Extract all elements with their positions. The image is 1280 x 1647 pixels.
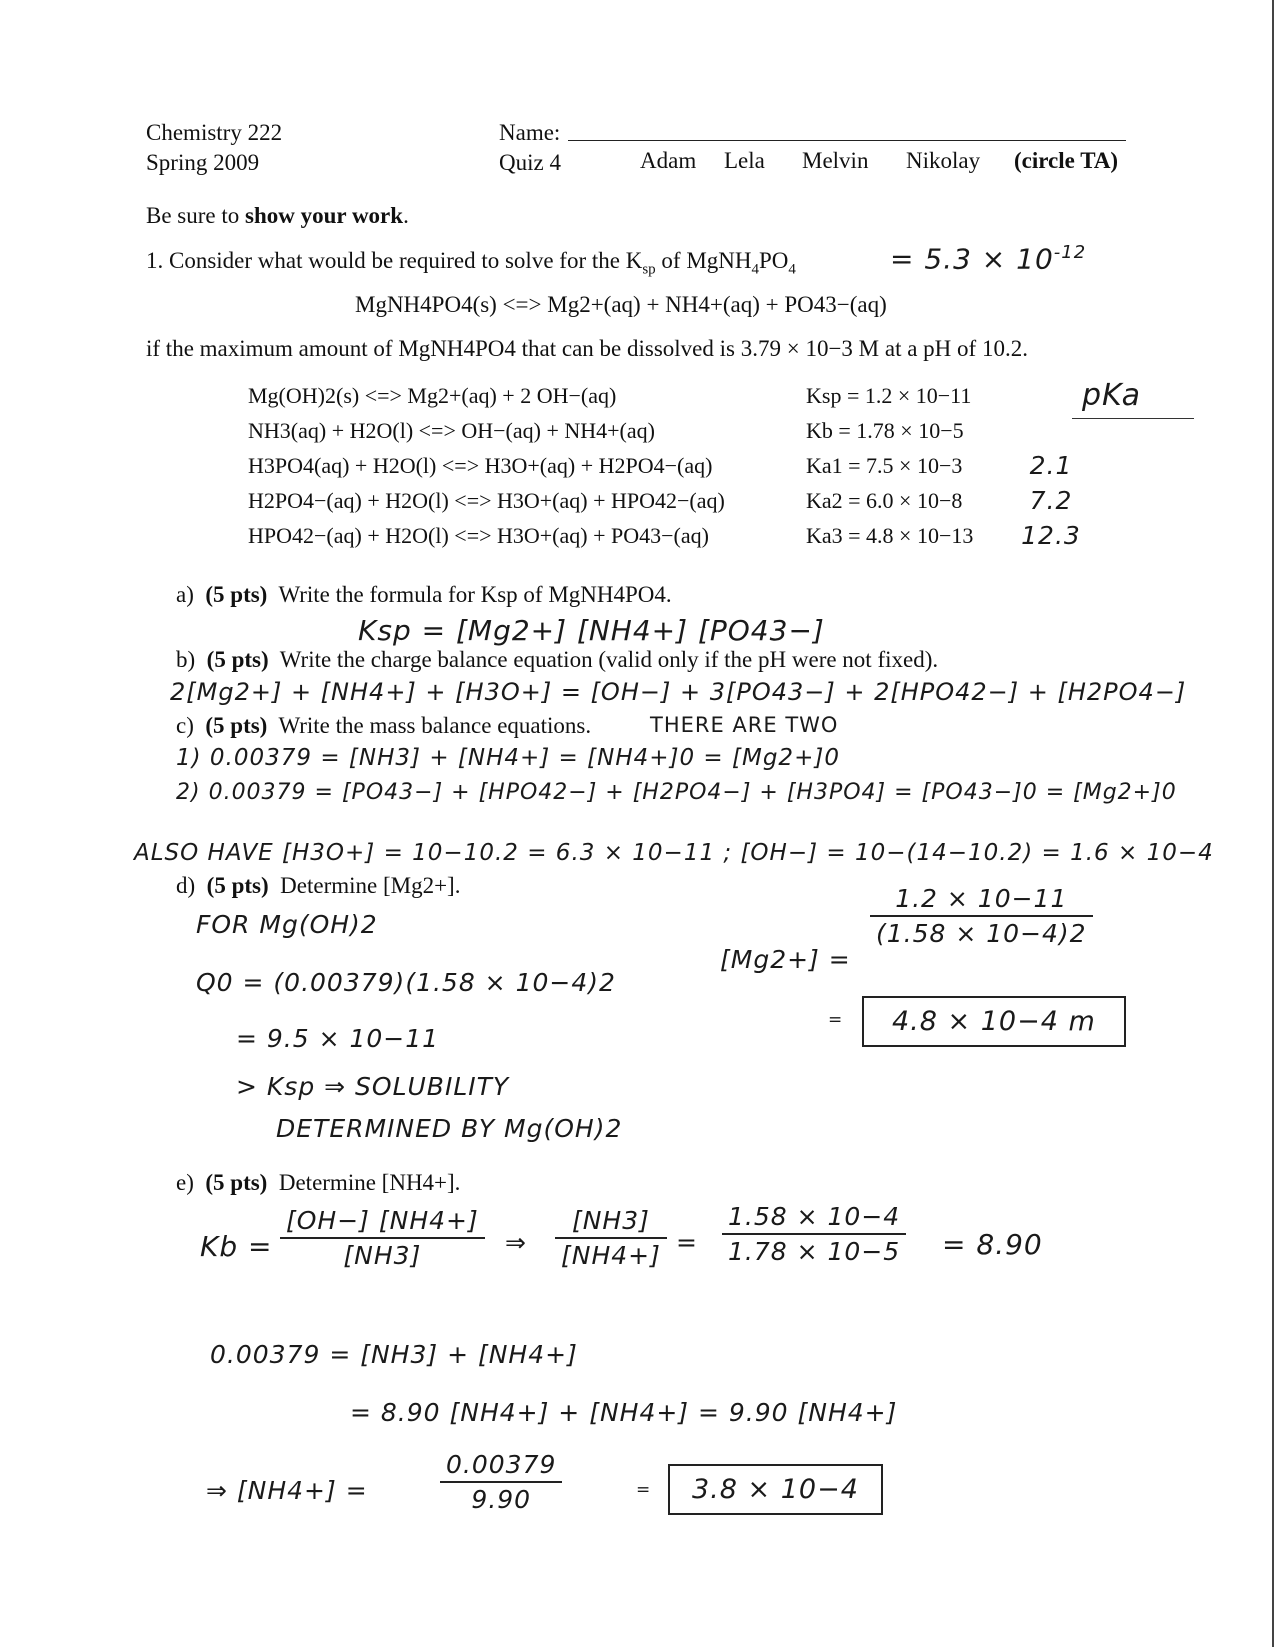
ta-option-lela: Lela	[724, 148, 765, 173]
equilibrium-reaction: HPO42−(aq) + H2O(l) <=> H3O+(aq) + PO43−(aq)	[248, 522, 709, 548]
also-have-line: ALSO HAVE [H3O+] = 10−10.2 = 6.3 × 10−11 ; [OH−] = 10−(14−10.2) = 1.6 × 10−4	[134, 840, 1214, 866]
kb-numerator: [OH−] [NH4+]	[280, 1206, 485, 1239]
ratio-value: = 8.90	[942, 1228, 1043, 1261]
part-b-prompt: b) (5 pts) Write the charge balance equation (valid only if the pH were not fixed).	[176, 647, 939, 672]
mg-label: [Mg2+] =	[720, 945, 851, 974]
q1-stem: 1. Consider what would be required to solve for the $K_{sp}$ of $MgNH_4PO_4$	[146, 248, 796, 278]
nh4-result-box: 3.8 × 10−4	[668, 1464, 883, 1515]
kb-fraction	[280, 1206, 485, 1270]
equilibrium-reaction: NH3(aq) + H2O(l) <=> OH−(aq) + NH4+(aq)	[248, 417, 655, 443]
equilibrium-constant: Kb = 1.78 × 10−5	[806, 417, 964, 443]
part-d-work-4: > Ksp ⇒ SOLUBILITY	[236, 1072, 510, 1101]
page-edge-line	[1272, 0, 1274, 1647]
equilibrium-row	[248, 448, 1106, 483]
final-denominator: 9.90	[471, 1485, 532, 1514]
ratio-denominator: [NH4+]	[561, 1241, 661, 1270]
pka-value	[996, 413, 1106, 448]
part-a-answer: Ksp = [Mg2+] [NH4+] [PO43−]	[358, 614, 825, 647]
mass-balance-1: 1) 0.00379 = [NH3] + [NH4+] = [NH4+]0 = [Mg2+]0	[176, 745, 840, 771]
ta-instruction: (circle TA)	[1014, 148, 1119, 173]
value-numerator: 1.58 × 10−4	[722, 1202, 906, 1235]
solubility-condition: if the maximum amount of MgNH4PO4 that can be dissolved is 3.79 × 10−3 M at a pH of 10.2.	[146, 336, 1028, 361]
ta-option-adam: Adam	[640, 148, 697, 173]
ta-option-melvin: Melvin	[802, 148, 869, 173]
part-d-work-5: DETERMINED BY Mg(OH)2	[276, 1114, 623, 1143]
part-a-prompt: a) (5 pts) Write the formula for Ksp of MgNH4PO4.	[176, 582, 672, 607]
final-fraction	[440, 1450, 562, 1514]
final-numerator: 0.00379	[440, 1450, 562, 1483]
pka-value: 12.3	[1021, 521, 1081, 550]
mg-fraction	[870, 884, 1093, 948]
equilibrium-reaction: H2PO4−(aq) + H2O(l) <=> H3O+(aq) + HPO42−(aq)	[248, 487, 725, 513]
implies-arrow: ⇒	[505, 1228, 527, 1257]
ta-option-nikolay: Nikolay	[906, 148, 981, 173]
equals-sign-3: =	[636, 1480, 652, 1500]
name-line	[568, 140, 1126, 141]
pka-value	[996, 378, 1106, 413]
part-e-prompt: e) (5 pts) Determine [NH4+].	[176, 1170, 461, 1195]
value-fraction	[722, 1202, 906, 1266]
mass-balance-2: 2) 0.00379 = [PO43−] + [HPO42−] + [H2PO4−] + [H3PO4] = [PO43−]0 = [Mg2+]0	[176, 780, 1177, 805]
instruction: Be sure to show your work.	[146, 203, 409, 228]
equilibrium-row	[248, 483, 1106, 518]
term: Spring 2009	[146, 150, 260, 175]
ratio-fraction	[555, 1206, 667, 1270]
equilibrium-reaction: H3PO4(aq) + H2O(l) <=> H3O+(aq) + H2PO4−(aq)	[248, 452, 713, 478]
equilibria-table	[248, 378, 1106, 553]
part-d-work-1: FOR Mg(OH)2	[196, 910, 378, 939]
equals-sign: =	[828, 1010, 844, 1030]
pka-header: pKa	[1082, 378, 1142, 413]
kb-label: Kb =	[200, 1230, 273, 1263]
dissolution-reaction: MgNH4PO4(s) <=> Mg2+(aq) + NH4+(aq) + PO43−(aq)	[355, 292, 887, 317]
part-d-prompt: d) (5 pts) Determine [Mg2+].	[176, 873, 461, 898]
ksp-answer: = $5.3 \times 10^{-12}$	[890, 242, 1087, 276]
mg-result-box: 4.8 × 10−4 m	[862, 996, 1126, 1047]
course-title: Chemistry 222	[146, 120, 283, 145]
equilibrium-row	[248, 413, 1106, 448]
kb-denominator: [NH3]	[343, 1241, 422, 1270]
ratio-numerator: [NH3]	[555, 1206, 667, 1239]
final-label: ⇒ [NH4+] =	[206, 1476, 368, 1505]
mg-fraction-numerator: 1.2 × 10−11	[870, 884, 1093, 917]
equilibrium-constant: Ksp = 1.2 × 10−11	[806, 382, 972, 408]
value-denominator: 1.78 × 10−5	[728, 1237, 901, 1266]
pka-value: 7.2	[1029, 486, 1073, 515]
nh-balance-2: = 8.90 [NH4+] + [NH4+] = 9.90 [NH4+]	[350, 1398, 898, 1427]
nh-balance-1: 0.00379 = [NH3] + [NH4+]	[210, 1340, 578, 1369]
equilibrium-row	[248, 378, 1106, 413]
quiz-label: Quiz 4	[499, 150, 561, 175]
part-d-work-2: Q0 = (0.00379)(1.58 × 10−4)2	[196, 968, 616, 997]
equilibrium-constant: Ka1 = 7.5 × 10−3	[806, 452, 963, 478]
part-c-prompt: c) (5 pts) Write the mass balance equations.	[176, 713, 592, 738]
part-c-note: THERE ARE TWO	[650, 713, 839, 737]
equilibrium-constant: Ka3 = 4.8 × 10−13	[806, 522, 974, 548]
equals-sign-2: =	[676, 1228, 698, 1257]
pka-value: 2.1	[1029, 451, 1073, 480]
equilibrium-row	[248, 518, 1106, 553]
equilibrium-reaction: Mg(OH)2(s) <=> Mg2+(aq) + 2 OH−(aq)	[248, 382, 617, 408]
part-d-work-3: = 9.5 × 10−11	[236, 1024, 440, 1053]
name-label: Name:	[499, 120, 561, 145]
part-b-answer: 2[Mg2+] + [NH4+] + [H3O+] = [OH−] + 3[PO43−] + 2[HPO42−] + [H2PO4−]	[170, 678, 1187, 706]
mg-fraction-denominator: (1.58 × 10−4)2	[876, 919, 1087, 948]
equilibrium-constant: Ka2 = 6.0 × 10−8	[806, 487, 963, 513]
